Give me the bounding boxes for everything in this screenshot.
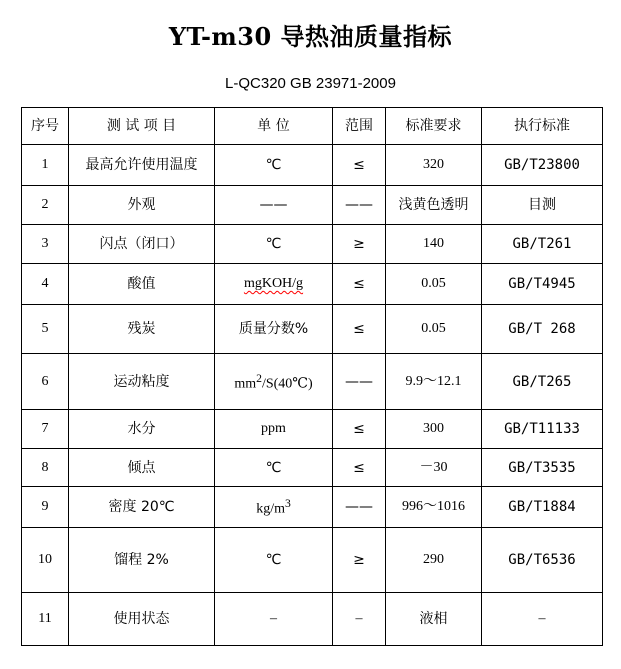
header-range: 范围 xyxy=(333,108,386,145)
table-header-row xyxy=(22,108,603,145)
row-unit: ℃ xyxy=(215,449,333,487)
row-standard: GB/T261 xyxy=(482,225,603,264)
row-item: 运动粘度 xyxy=(69,354,215,410)
row-unit: – xyxy=(215,593,333,646)
unit-mgkoh: mgKOH/g xyxy=(243,276,304,291)
row-item: 水分 xyxy=(69,410,215,449)
row-no: 4 xyxy=(22,264,69,305)
row-range: —— xyxy=(333,354,386,410)
row-no: 9 xyxy=(22,487,69,528)
row-range: ≤ xyxy=(333,145,386,186)
row-no: 1 xyxy=(22,145,69,186)
unit-superscript: 2 xyxy=(256,371,262,385)
document-title: YT-m30 导热油质量指标 xyxy=(168,22,453,51)
row-no: 8 xyxy=(22,449,69,487)
document-subtitle: L-QC320 GB 23971-2009 xyxy=(225,75,396,92)
row-range: ≤ xyxy=(333,305,386,354)
row-no: 10 xyxy=(22,528,69,593)
row-standard: GB/T11133 xyxy=(482,410,603,449)
row-unit xyxy=(215,264,333,305)
row-requirement: 0.05 xyxy=(386,264,482,305)
table-row xyxy=(22,410,603,449)
row-standard: GB/T6536 xyxy=(482,528,603,593)
row-unit: ℃ xyxy=(215,225,333,264)
row-no: 7 xyxy=(22,410,69,449)
unit-rest: /S(40℃) xyxy=(261,376,313,392)
row-unit: ppm xyxy=(215,410,333,449)
row-requirement: 浅黄色透明 xyxy=(386,186,482,225)
table-row xyxy=(22,449,603,487)
row-standard: GB/T23800 xyxy=(482,145,603,186)
row-requirement: 9.9～12.1 xyxy=(386,354,482,410)
row-range: —— xyxy=(333,487,386,528)
table-row xyxy=(22,528,603,593)
row-range: ≤ xyxy=(333,264,386,305)
table-row xyxy=(22,305,603,354)
row-standard: GB/T3535 xyxy=(482,449,603,487)
row-item: 最高允许使用温度 xyxy=(69,145,215,186)
row-item: 密度 20℃ xyxy=(69,487,215,528)
row-item: 闪点（闭口） xyxy=(69,225,215,264)
table-row xyxy=(22,145,603,186)
row-unit: ℃ xyxy=(215,145,333,186)
row-range: ≥ xyxy=(333,528,386,593)
row-requirement: 290 xyxy=(386,528,482,593)
row-requirement: 300 xyxy=(386,410,482,449)
unit-base: kg/m xyxy=(256,501,285,517)
row-requirement: 0.05 xyxy=(386,305,482,354)
header-standard: 执行标准 xyxy=(482,108,603,145)
row-item: 馏程 2% xyxy=(69,528,215,593)
row-unit xyxy=(215,354,333,410)
unit-base: mm xyxy=(234,376,257,392)
row-requirement: 996～1016 xyxy=(386,487,482,528)
table-row xyxy=(22,225,603,264)
row-range: ≤ xyxy=(333,410,386,449)
row-standard: GB/T 268 xyxy=(482,305,603,354)
row-requirement: 液相 xyxy=(386,593,482,646)
row-no: 2 xyxy=(22,186,69,225)
quality-spec-table xyxy=(21,107,603,646)
table-row xyxy=(22,354,603,410)
header-requirement: 标准要求 xyxy=(386,108,482,145)
row-no: 3 xyxy=(22,225,69,264)
row-item: 倾点 xyxy=(69,449,215,487)
table-row xyxy=(22,264,603,305)
row-standard: GB/T1884 xyxy=(482,487,603,528)
row-no: 6 xyxy=(22,354,69,410)
unit-superscript: 3 xyxy=(284,497,291,511)
row-standard: 目测 xyxy=(482,186,603,225)
row-item: 使用状态 xyxy=(69,593,215,646)
row-standard: GB/T265 xyxy=(482,354,603,410)
row-requirement: －30 xyxy=(386,449,482,487)
row-standard: – xyxy=(482,593,603,646)
row-item: 外观 xyxy=(69,186,215,225)
row-range: ≤ xyxy=(333,449,386,487)
row-unit: 质量分数% xyxy=(215,305,333,354)
row-requirement: 320 xyxy=(386,145,482,186)
row-item: 残炭 xyxy=(69,305,215,354)
row-no: 11 xyxy=(22,593,69,646)
table-row xyxy=(22,487,603,528)
row-range: —— xyxy=(333,186,386,225)
row-range: ≥ xyxy=(333,225,386,264)
table-row xyxy=(22,593,603,646)
header-no: 序号 xyxy=(22,108,69,145)
row-item: 酸值 xyxy=(69,264,215,305)
row-unit: ℃ xyxy=(215,528,333,593)
header-item: 测 试 项 目 xyxy=(69,108,215,145)
row-unit xyxy=(215,487,333,528)
row-range: – xyxy=(333,593,386,646)
table-row xyxy=(22,186,603,225)
row-requirement: 140 xyxy=(386,225,482,264)
row-no: 5 xyxy=(22,305,69,354)
header-unit: 单 位 xyxy=(215,108,333,145)
row-unit: —— xyxy=(215,186,333,225)
row-standard: GB/T4945 xyxy=(482,264,603,305)
